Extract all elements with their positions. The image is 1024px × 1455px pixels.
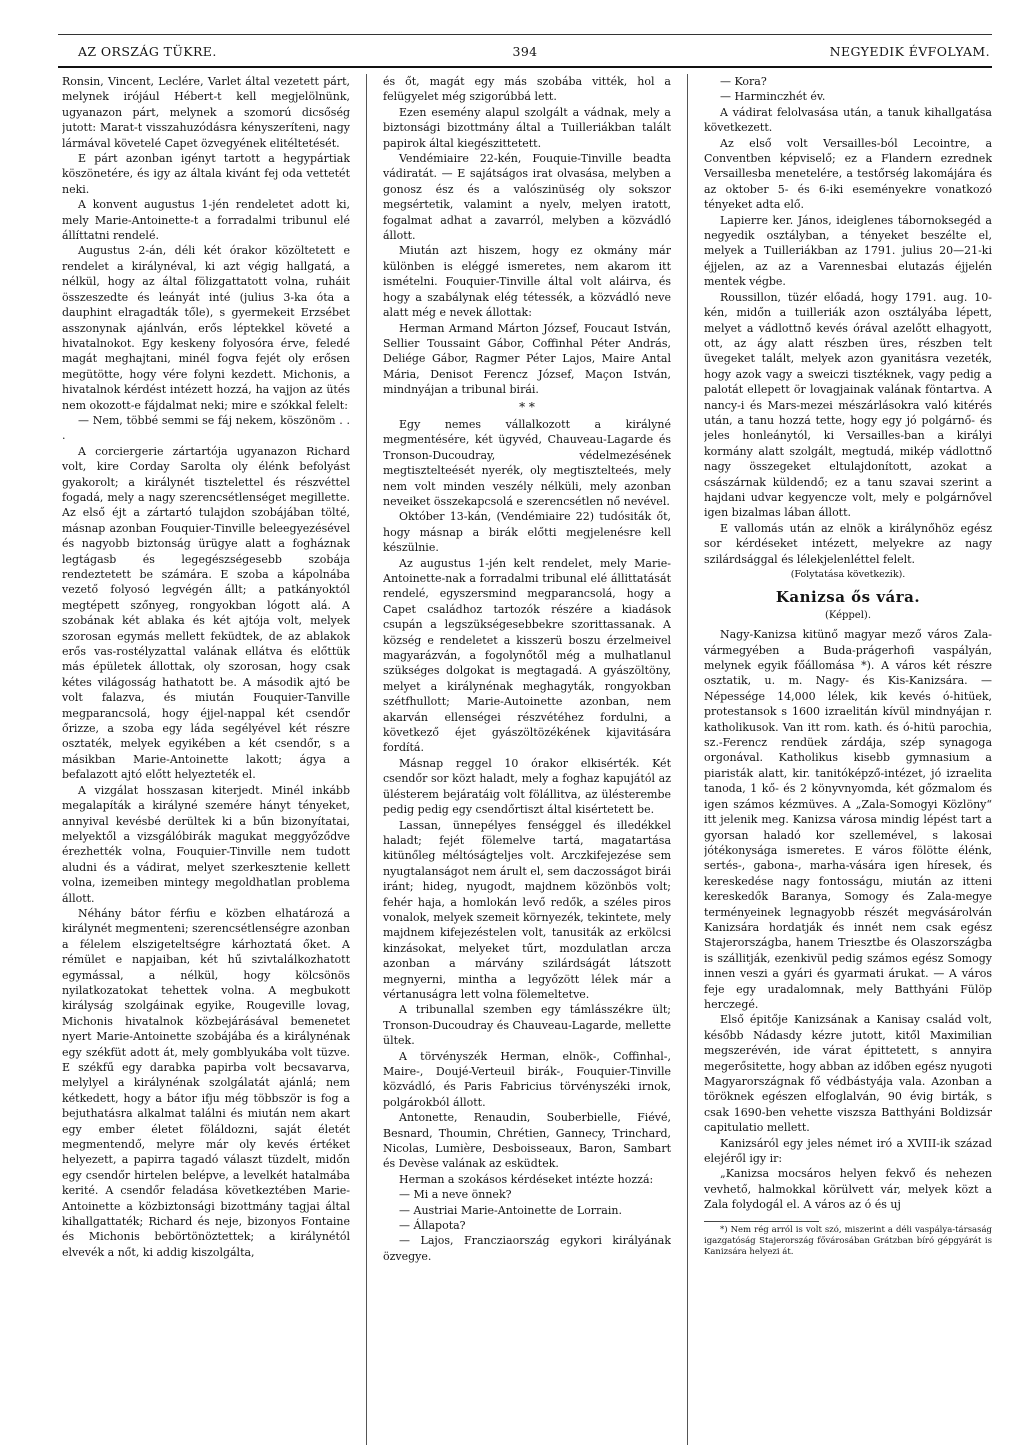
paragraph: — Austriai Marie-Antoinette de Lorrain. [399, 1203, 622, 1217]
publication-title: AZ ORSZÁG TÜKRE. [78, 44, 217, 59]
paragraph: Vendémiaire 22-kén, Fouquie-Tinville beadta vádiratát. — E sajátságos irat olvasása, melyben a gonosz ész és a valószinüség oly sokszor megsértetik, valamint a nyelv, melyen iratott, fogalmat adhat a zavarról, melyben a közvádló állott. [383, 152, 671, 243]
paragraph: — Lajos, Francziaország egykori királyának özvegye. [383, 1234, 671, 1263]
paragraph: A konvent augustus 1-jén rendeletet adott ki, mely Marie-Antoinette-t a forradalmi tribunul elé állíttatni rendelé. [62, 198, 350, 243]
paragraph: Az augustus 1-jén kelt rendelet, mely Marie-Antoinette-nak a forradalmi tribunal elé állittatását rendelé, egyszersmind megparancsolá, hogy a Capet családhoz tartozók részére a kiadások csupán a legszükségesebbekre szorittassanak. A község e rendeletet a kisszerü boszu érzelmeivel magyarázván, a fogolynőtől még a mulhatlanul szükséges dolgokat is megtagadá. A gyászöltöny, melyet a királynénak meghagyták, rongyokban szétfhullott; Marie-Autoinette azonban, nem akarván ellenségei részvétéhez fordulni, a következő éjet gyászöltözékének kijavitására fordítá. [383, 556, 671, 755]
paragraph: Lapierre ker. János, ideiglenes tábornoksegéd a negyedik osztályban, a tényeket beszélte el, melyek a Tuilleriákban az 1791. julius 20—21-ki éjjelen, az az a Varennesbai elutazás éjjelén mentek végbe. [704, 213, 992, 289]
paragraph: — Nem, többé semmi se fáj nekem, köszönöm . . . [62, 413, 350, 443]
header-rule [58, 66, 992, 68]
paragraph: E vallomás után az elnök a királynőhöz egész sor kérdéseket intézett, melyekre az nagy szilárdsággal és lélekjelenléttel felelt. [704, 521, 992, 566]
paragraph: „Kanizsa mocsáros helyen fekvő és nehezen vevhető, halmokkal körülvett vár, melyek közt a Zala folydogál el. A város az ó és uj [704, 1167, 992, 1212]
column-1 [62, 74, 350, 1445]
paragraph: — Kora? [720, 75, 767, 88]
paragraph: Az első volt Versailles-ból Lecointre, a Conventben képviselő; ez a Flandern ezrednek Versaillesba menetelére, a testőrség lakomájára és az oktober 5- és 6-iki eseményekre vonatkozó tényeket adta elő. [704, 136, 992, 212]
paragraph: — Állapota? [399, 1219, 466, 1233]
continuation-note: (Folytatása következik). [790, 569, 906, 580]
paragraph: Ronsin, Vincent, Leclére, Varlet által vezetett párt, melynek irójául Hébert-t kell megjelölnünk, ugyanazon párt, melynek a szomorú dicsőség jutott: Marat-t visszahuzódásra kényszeríteni, nagy lármával követelé Capet özvegyének elitéltetését. [62, 75, 350, 150]
column-2 [383, 74, 671, 1445]
article-title: Kanizsa ős vára. [775, 588, 921, 607]
paragraph: Ezen esemény alapul szolgált a vádnak, mely a biztonsági bizottmány által a Tuilleriákban talált papirok által kiegészittetett. [383, 105, 671, 150]
footnote: *) Nem rég arról is volt szó, miszerint a déli vaspálya-társaság igazgatóság Stajerország fővárosában Grátzban bíró gépgyárát is Kanizsára helyezi át. [704, 1224, 992, 1257]
paragraph: A vizgálat hosszasan kiterjedt. Minél inkább megalapíták a királyné szemére hányt tényeket, annyival kevésbé derültek ki a bűn bizonyítatai, melyektől a vizsgálóbirák magukat meggyőződve érezhették volna, Fouquier-Tinville nem tudott aludni és a vádirat, melyet szerkesztenie kellett volna, izemeiben mintegy megoldhatlan problema állott. [62, 783, 350, 905]
paragraph: Másnap reggel 10 órakor elkisérték. Két csendőr sor közt haladt, mely a foghaz kapujától az ülésterem bejáratáig volt fölállitva, az ülésterembe pedig pedig egy csendőrtiszt által kisértetett be. [383, 756, 671, 817]
paragraph: Néhány bátor férfiu e közben elhatározá a királynét megmenteni; szerencsétlenségre azonban a félelem elszigeteltségre kárhoztatá őket. A rémület e napjaiban, két hű szivtalálkozhatott egymással, a nélkül, hogy kölcsönös nyilatkozatokat tehettek volna. A megbukott királyság szolgáinak egyike, Rougeville lovag, Michonis hivatalnok közbejárásával bemenetet nyert Marie-Antoinette szobájába és a királynénak egy székfüt adott át, mely gomblyukába volt tüzve. E székfű egy darabka papirba volt becsavarva, melylyel a királynénak szolgálatát ajánlá; nem kétkedett, hogy a bátor ifju még többször is fog a bejuthatásra alkalmat találni és miután nem akart egy ember életet föláldozni, saját életét megmentendő, melyre már oly kevés értéket helyezett, a papirra tagadó választ tüzdelt, midőn egy csendőr hirtelen belépve, a levelkét hatalmába kerité. A csendőr feladása következtében Marie-Antoinette a közbiztonsági bizottmány tagjai által kihallgattaték; Richard és neje, bizonyos Fontaine és Michonis bebörtönöztettek; a királynétól elvevék a nőt, ki addig kiszolgálta, [62, 906, 350, 1259]
paragraph: — Mi a neve önnek? [399, 1188, 512, 1202]
volume-label: NEGYEDIK ÉVFOLYAM. [829, 44, 990, 59]
paragraph: A corciergerie zártartója ugyanazon Richard volt, kire Corday Sarolta oly élénk befolyást gyakorolt; a királynét tisztelettel és részvéttel fogadá, mely a nagy szerencsétlenséget megillette. Az első éjt a zártartó tulajdon szobájában tölté, másnap azonban Fouquier-Tinville beleegyezésével és nagyobb biztonság ürügye alatt a fogháznak legtágasb és legegészségesebb szobája rendeztetett be számára. E szoba a kápolnába vezető folyosó legvégén állt; a patkányoktól megtépett szőnyeg, rongyokban lógott alá. A szobának két ablaka és két ajtója volt, melyek szorosan egymás mellett feküdtek, de az ablakok erős vas-rostélyzattal valának ellátva és előttük más épületek állottak, oly szorosan, hogy csak kétes világosság hathatott be. A második ajtó be volt falazva, és miután Fouquier-Tanville megparancsolá, hogy éjjel-nappal két csendőr őrizze, a szoba egy láda segélyével két részre osztaték, melyek egyikében a két csendőr, s a másikban Marie-Antoinette lakott; ágya a befalazott ajtó előtt helyezteték el. [62, 444, 350, 782]
paragraph: és őt, magát egy más szobába vitték, hol a felügyelet még szigorúbbá lett. [383, 75, 671, 104]
paragraph: Lassan, ünnepélyes fenséggel és illedékkel haladt; fejét fölemelve tartá, magatartása kitünőleg méltóságteljes volt. Arczkifejezése sem nyugtalanságot nem árult el, sem daczosságot birái iránt; hideg, nyugodt, majdnem közönbös volt; fehér haja, a homlokán levő redők, a széles piros vonalok, melyek szemeit környezék, tekintete, mely majdnem kifejezéstelen volt, tanusiták az erkölcsi kinzásokat, melyeket tűrt, mozdulatlan arcza azonban a márvány szilárdságát látszott megnyerni, mintha a legyőzött lélek már a vértanuságra lett volna fölemeltetve. [383, 818, 671, 1001]
paragraph: Roussillon, tüzér előadá, hogy 1791. aug. 10-kén, midőn a tuilleriák azon osztályába lépett, melyet a vádlottnő kevés órával azelőtt elhagyott, ott, az ágy alatt részben üres, részben telt üvegeket talált, melyek azon gyanitásra vezeték, hogy azok vagy a sweiczi tisztéknek, vagy pedig a palotát ellepett ör lovagjainak valának föntartva. A nancy-i és Mars-mezei mészárlásokra való kitérés után, a tanu hozzá tette, hogy egy jó polgárnő- és jeles honleánytól, ki Versailles-ban a királyi kormány alatt szolgált, megtudá, mikép vádlottnő nagy összegeket eltulajdonított, azokat a császárnak küldendő; ez a tanu szavai szerint a hajdani udvar kegyencze volt, mely e polgárnővel igen bizalmas lában állott. [704, 290, 992, 520]
page-number: 394 [512, 44, 538, 59]
column-divider [366, 74, 367, 1445]
footnote-rule [704, 1221, 819, 1222]
page-header [58, 44, 992, 66]
column-3 [704, 74, 992, 1445]
paragraph: Herman a szokásos kérdéseket intézte hozzá: [399, 1172, 654, 1186]
paragraph: E párt azonban igényt tartott a hegypártiak köszönetére, és igy az általa kivánt fej oda vettetét neki. [62, 152, 350, 196]
paragraph: A törvényszék Herman, elnök-, Coffinhal-, Maire-, Doujé-Verteuil birák-, Fouquier-Tinville közvádló, és Paris Fabricius törvényszéki irnok, polgárokból állott. [383, 1049, 671, 1109]
paragraph: Antonette, Renaudin, Souberbielle, Fiévé, Besnard, Thoumin, Chrétien, Gannecy, Trinchard, Nicolas, Lumière, Desboisseaux, Baron, Sambart és Devèse valának az esküdtek. [383, 1111, 671, 1171]
paragraph: Miután azt hiszem, hogy ez okmány már különben is eléggé ismeretes, nem akarom itt ismételni. Fouquier-Tinville által volt aláirva, és hogy a szabálynak elég tétessék, a közvádló neve alatt még e nevek állottak: [383, 244, 671, 320]
column-divider [687, 74, 688, 1445]
article-columns [62, 74, 992, 1445]
paragraph: Egy nemes vállalkozott a királyné megmentésére, két ügyvéd, Chauveau-Lagarde és Tronson-Ducoudray, védelmezésének megtisztelteését nyerék, oly megtisztelteés, mely nem volt minden veszély nélküli, mely azonban neveiket összekapcsolá e szerencsétlen nő nevével. [383, 417, 671, 508]
paragraph: Nagy-Kanizsa kitünő magyar mező város Zala-vármegyében a Buda-prágerhofi vaspályán, melynek egyik főállomása *). A város két részre osztatik, u. m. Nagy- és Kis-Kanizsára. — Népessége 14,000 lélek, kik kevés ó-hitüek, protestansok s 1600 izraelitán kívül mindnyájan r. katholikusok. Van itt rom. kath. és ó-hitü parochia, sz.-Ferencz rendüek zárdája, szép synagoga orgonával. Katholikus kisebb gymnasium a piaristák alatt, kir. tanitóképző-intézet, jó izraelita tanoda, 1 kő- és 2 könyvnyomda, két gőzmalom és igen számos kézmüves. A „Zala-Somogyi Közlöny“ itt jelenik meg. Kanizsa városa mindig lépést tart a gyorsan haladó kor szellemével, s lakosai jótékonysága ismeretes. E város fölötte élénk, sertés-, gabona-, marha-vására igen híresek, és kereskedése nagy fontosságu, miután az itteni kereskedők Baranya, Somogy és Zala-megye terményeinek legnagyobb részét megvásárolván Kanizsára hordatják és innét nem csak egész Stajerországba, hanem Triesztbe és Olaszországba is szállitják, ezenkivül pedig számos egész Somogy innen veszi a gyári és gyarmati árukat. — A város feje egy uradalomnak, mely Batthyáni Fülöp herczegé. [704, 628, 992, 1011]
paragraph: A tribunallal szemben egy támlásszékre ült; Tronson-Ducoudray és Chauveau-Lagarde, mellette ültek. [383, 1003, 671, 1048]
paragraph: Augustus 2-án, déli két órakor közöltetett e rendelet a királynéval, ki azt végig hallgatá, a nélkül, hogy az által fölizgattatott volna, ruháit összeszedte és leányát inté (julius 3-ka óta a dauphint elragadták tőle), s gyermekeit Erzsébet asszonynak ajánlván, erős léptekkel követé a hivatalnokot. Egy keskeny folyosóra érve, feledé magát meghajtani, minél fogva fejét oly erősen megütötte, hogy vére folyni kezdett. Michonis, a hivatalnok kérdést intézett hozzá, ha vajjon az ütés nem okozott-e fájdalmat neki; mire e szókkal felelt: [62, 244, 350, 412]
paragraph: Első épitője Kanizsának a Kanisay család volt, később Nádasdy kézre jutott, kitől Maximilian megszerévén, ide várat épittetett, s annyira megerősitette, hogy abban az időben egész nyugoti Magyarországnak fő védbástyája vala. Azonban a töröknek egészen elfoglalván, 90 évig birták, s csak 1690-ben vehette viszsza Batthyáni Boldizsár capitulatio mellett. [704, 1013, 992, 1135]
paragraph: — Harminczhét év. [720, 90, 826, 104]
article-subtitle: (Képpel). [824, 609, 872, 621]
paragraph: Herman Armand Márton József, Foucaut István, Sellier Toussaint Gábor, Coffinhal Péter András, Deliége Gábor, Ragmer Péter Lajos, Maire Antal Mária, Denisot Ferencz József, Maçon István, mindnyájan a tribunal birái. [383, 321, 671, 397]
top-rule [58, 34, 992, 35]
paragraph: Október 13-kán, (Vendémiaire 22) tudósiták őt, hogy másnap a birák előtti megjelenésre kell készülnie. [383, 510, 671, 555]
paragraph: Kanizsáról egy jeles német iró a XVIII-ik század elejéről igy ir: [704, 1136, 992, 1166]
paragraph: A vádirat felolvasása után, a tanuk kihallgatása következett. [704, 105, 992, 135]
section-separator: * * [519, 399, 535, 414]
